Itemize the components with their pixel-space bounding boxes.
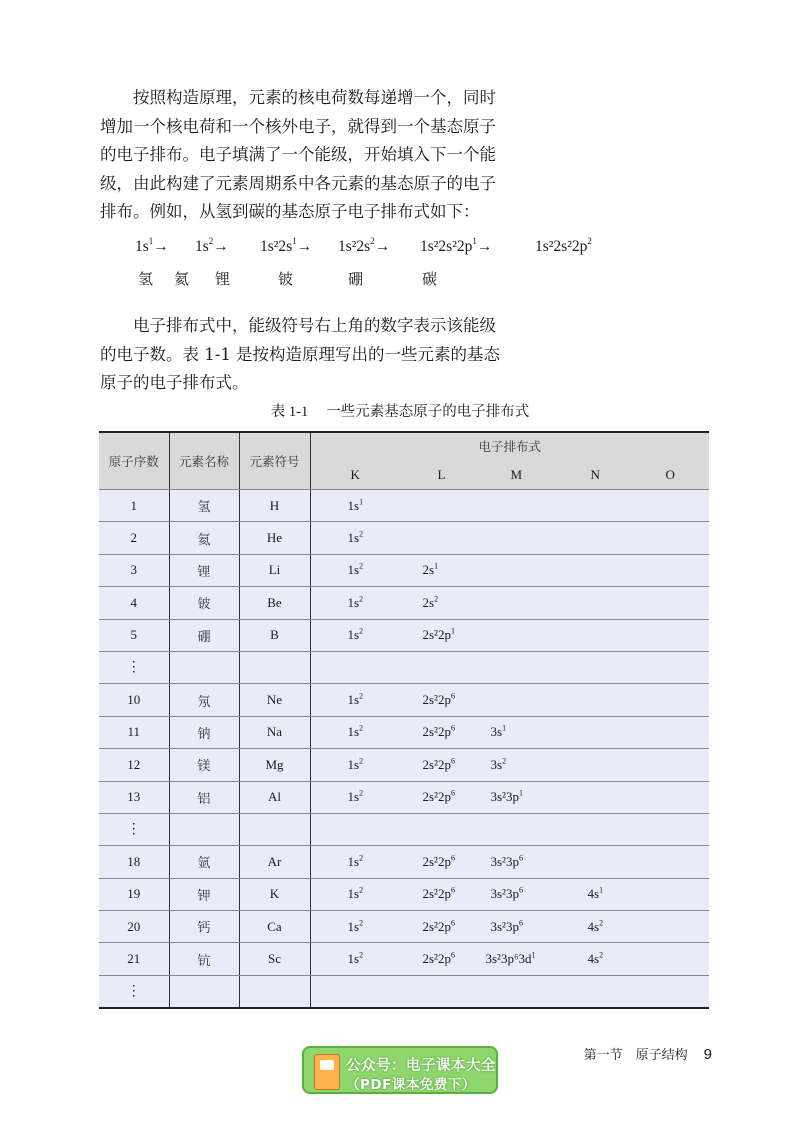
cell-element-symbol: H	[239, 490, 310, 522]
header-element-name: 元素名称	[169, 432, 239, 490]
watermark-line-1: 公众号：电子课本大全	[346, 1058, 496, 1074]
cell-electron-config	[310, 813, 709, 845]
cell-element-name: 氢	[169, 490, 239, 522]
header-shell-N: N	[590, 467, 600, 482]
shell-L-config: $2s^22p^6$	[422, 853, 455, 869]
cell-element-symbol: B	[239, 619, 310, 651]
cell-element-name: 铍	[169, 587, 239, 619]
cell-element-name: 钪	[169, 943, 239, 975]
cell-element-symbol	[239, 813, 310, 845]
shell-M-config: $3s^23p^6$	[490, 886, 523, 902]
cell-electron-config	[310, 490, 709, 522]
cell-element-symbol: He	[239, 522, 310, 554]
header-electron-config: 电子排布式	[310, 432, 709, 459]
shell-M-config: $3s^23p^6$	[490, 918, 523, 934]
cell-element-name: 钠	[169, 716, 239, 748]
header-shell-K: K	[350, 467, 360, 482]
cell-atomic-number: 11	[99, 716, 169, 748]
table-row	[99, 651, 709, 683]
formula-element-name: 硼	[348, 272, 364, 288]
arrow: →	[476, 238, 493, 255]
cell-element-symbol	[239, 651, 310, 683]
header-shell-L: L	[437, 467, 446, 482]
formula-term: $1s^22s^2\to$	[338, 235, 391, 255]
table-row	[99, 619, 709, 651]
header-shell-O: O	[665, 467, 675, 482]
formula-term: $1s^1\to$	[135, 235, 169, 255]
shell-L-config: $2s^22p^6$	[422, 788, 455, 805]
table-row	[99, 490, 709, 522]
table-row	[99, 846, 709, 878]
cell-electron-config	[310, 943, 709, 975]
cell-atomic-number: 1	[99, 490, 169, 522]
cell-element-symbol: Ar	[239, 846, 310, 878]
watermark-line-2: （PDF课本免费下）	[346, 1077, 476, 1093]
table-row	[99, 781, 709, 813]
cell-element-symbol: Li	[239, 554, 310, 586]
formula-term: $1s^22s^1\to$	[260, 235, 313, 255]
shell-L-config: $2s^22p^6$	[422, 724, 455, 740]
shell-L-config: $2s^22p^6$	[422, 950, 455, 967]
shell-L-config: $2s^22p^6$	[422, 886, 455, 902]
shell-K-config: $1s^2$	[347, 562, 364, 578]
cell-element-symbol: Be	[239, 587, 310, 619]
arrow: →	[213, 238, 229, 255]
page-footer	[584, 1044, 712, 1063]
cell-electron-config	[310, 684, 709, 716]
cell-element-name	[169, 651, 239, 683]
cell-element-name: 锂	[169, 554, 239, 586]
cell-electron-config	[310, 716, 709, 748]
cell-element-symbol: Na	[239, 716, 310, 748]
watermark-badge	[302, 1046, 498, 1094]
cell-element-name: 氩	[169, 846, 239, 878]
electron-config-table	[99, 431, 709, 1009]
shell-K-config: $1s^2$	[347, 724, 364, 740]
cell-element-name	[169, 975, 239, 1008]
shell-M-config: $3s^2$	[490, 756, 507, 772]
cell-electron-config	[310, 749, 709, 781]
formula-element-name: 碳	[422, 272, 438, 288]
cell-electron-config	[310, 651, 709, 683]
shell-M-config: $3s^23p^6$	[490, 853, 523, 869]
cell-atomic-number: 20	[99, 911, 169, 943]
table-row	[99, 878, 709, 910]
cell-electron-config	[310, 587, 709, 619]
table-title: 一些元素基态原子的电子排布式	[326, 404, 530, 420]
table-row	[99, 554, 709, 586]
shell-K-config: $1s^2$	[347, 853, 364, 869]
explanation-paragraph: 电子排布式中，能级符号右上角的数字表示该能级的电子数。表 1-1 是按构造原理写出的一些元素的基态原子的电子排布式。	[100, 316, 501, 392]
cell-atomic-number: ⋮	[99, 813, 169, 845]
cell-electron-config	[310, 878, 709, 910]
shell-L-config: $2s^22p^6$	[422, 756, 455, 772]
shell-K-config: $1s^2$	[347, 950, 364, 967]
shell-K-config: $1s^2$	[347, 626, 364, 643]
arrow: →	[153, 238, 169, 255]
cell-element-symbol: Mg	[239, 749, 310, 781]
shell-L-config: $2s^2$	[422, 594, 439, 610]
arrow: →	[374, 238, 391, 255]
shell-N-config: $4s^1$	[587, 886, 604, 902]
formula-element-name: 氢	[138, 272, 154, 288]
shell-M-config: $3s^23p^63d^1$	[485, 950, 536, 967]
cell-element-name: 硼	[169, 619, 239, 651]
shell-N-config: $4s^2$	[587, 950, 604, 967]
cell-element-symbol: Sc	[239, 943, 310, 975]
cell-electron-config	[310, 975, 709, 1008]
cell-atomic-number: 18	[99, 846, 169, 878]
cell-element-name: 钾	[169, 878, 239, 910]
section-title: 第一节 原子结构	[583, 1048, 688, 1063]
shell-N-config: $4s^2$	[587, 918, 604, 934]
cell-element-name: 镁	[169, 749, 239, 781]
table-row	[99, 749, 709, 781]
cell-atomic-number: 5	[99, 619, 169, 651]
cell-electron-config	[310, 846, 709, 878]
shell-K-config: $1s^2$	[347, 788, 364, 805]
cell-element-name	[169, 813, 239, 845]
shell-K-config: $1s^2$	[347, 918, 364, 934]
table-row	[99, 813, 709, 845]
cell-element-name: 氖	[169, 684, 239, 716]
book-icon	[314, 1054, 340, 1090]
shell-M-config: $3s^1$	[490, 724, 507, 740]
page-number: 9	[703, 1046, 712, 1063]
table-number: 表 1-1	[270, 404, 309, 420]
header-shells	[310, 459, 709, 490]
table-row	[99, 716, 709, 748]
cell-element-name: 氦	[169, 522, 239, 554]
cell-element-name: 铝	[169, 781, 239, 813]
shell-K-config: $1s^1$	[347, 497, 364, 513]
cell-element-symbol: Al	[239, 781, 310, 813]
cell-atomic-number: ⋮	[99, 651, 169, 683]
header-element-symbol: 元素符号	[239, 432, 310, 490]
cell-element-symbol: Ne	[239, 684, 310, 716]
cell-atomic-number: 2	[99, 522, 169, 554]
shell-L-config: $2s^1$	[422, 562, 439, 578]
table-row	[99, 975, 709, 1008]
cell-element-name: 钙	[169, 911, 239, 943]
formula-term: $1s^2\to$	[195, 235, 229, 255]
table-row	[99, 911, 709, 943]
formula-element-name: 铍	[278, 272, 294, 288]
cell-atomic-number: 12	[99, 749, 169, 781]
table-row	[99, 684, 709, 716]
formula-term: $1s^22s^22p^1\to$	[420, 235, 493, 255]
cell-atomic-number: 13	[99, 781, 169, 813]
cell-atomic-number: 10	[99, 684, 169, 716]
shell-K-config: $1s^2$	[347, 529, 364, 546]
cell-electron-config	[310, 522, 709, 554]
header-atomic-number: 原子序数	[99, 432, 169, 490]
arrow: →	[296, 238, 313, 255]
formula-element-name: 氦	[174, 272, 190, 288]
cell-electron-config	[310, 911, 709, 943]
intro-paragraph: 按照构造原理，元素的核电荷数每递增一个，同时增加一个核电荷和一个核外电子，就得到一个基态原子的电子排布。电子填满了一个能级，开始填入下一个能级，由此构建了元素周期系中各元素的基态原子的电子排布。例如，从氢到碳的基态原子电子排布式如下：	[100, 88, 496, 221]
shell-K-config: $1s^2$	[347, 691, 364, 708]
shell-M-config: $3s^23p^1$	[490, 788, 523, 805]
shell-L-config: $2s^22p^1$	[422, 626, 455, 643]
formula-term: $1s^22s^22p^2$	[535, 235, 592, 255]
shell-L-config: $2s^22p^6$	[422, 918, 455, 934]
shell-K-config: $1s^2$	[347, 594, 364, 610]
cell-atomic-number: 19	[99, 878, 169, 910]
cell-atomic-number: ⋮	[99, 975, 169, 1008]
header-shell-M: M	[510, 467, 523, 482]
cell-electron-config	[310, 619, 709, 651]
cell-electron-config	[310, 554, 709, 586]
table-row	[99, 522, 709, 554]
table-row	[99, 587, 709, 619]
cell-electron-config	[310, 781, 709, 813]
table-row	[99, 943, 709, 975]
cell-atomic-number: 21	[99, 943, 169, 975]
cell-element-symbol: K	[239, 878, 310, 910]
shell-K-config: $1s^2$	[347, 886, 364, 902]
formula-element-name: 锂	[215, 272, 231, 288]
shell-K-config: $1s^2$	[347, 756, 364, 772]
table-caption	[0, 400, 800, 421]
shell-L-config: $2s^22p^6$	[422, 691, 455, 708]
cell-element-symbol: Ca	[239, 911, 310, 943]
cell-atomic-number: 3	[99, 554, 169, 586]
cell-element-symbol	[239, 975, 310, 1008]
cell-atomic-number: 4	[99, 587, 169, 619]
